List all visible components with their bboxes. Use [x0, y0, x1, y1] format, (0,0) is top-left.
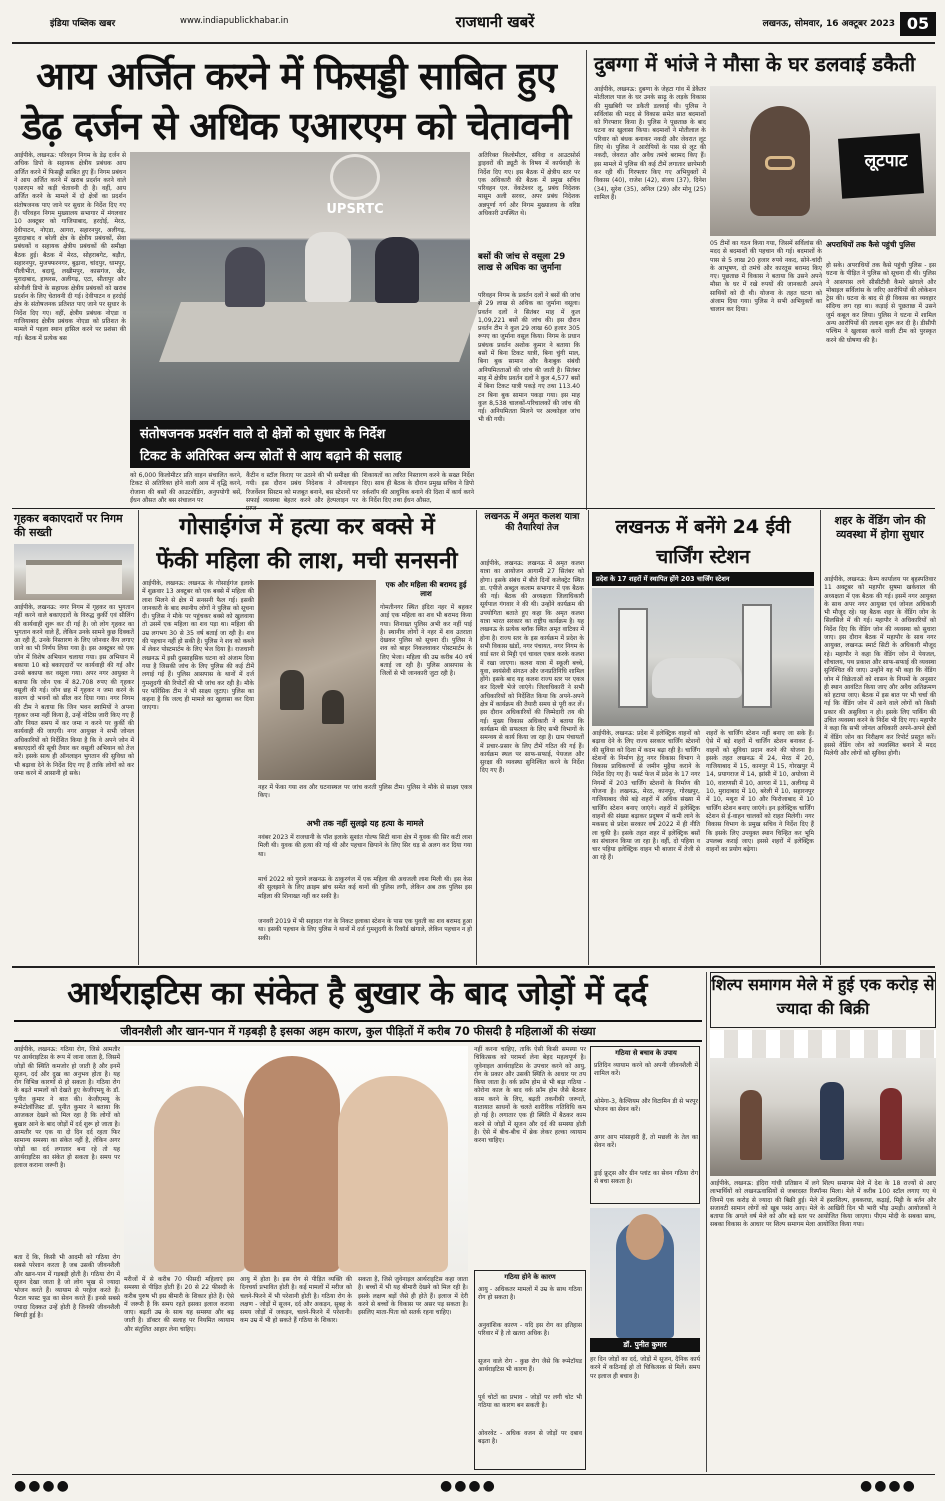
dubagga-headline: दुबग्गा में भांजे ने मौसा के घर डलवाई डकैती	[594, 52, 916, 76]
charger-unit	[618, 608, 648, 708]
loot-stamp-label: लूटपाट	[864, 151, 908, 171]
electric-car-shape	[652, 658, 742, 698]
lead-headline-2: डेढ़ दर्जन से अधिक एआरएम को चेतावनी	[21, 104, 571, 148]
gosaiganj-side-heading: एक और महिला की बरामद हुई लाश	[385, 580, 467, 598]
young-woman-figure	[244, 1056, 340, 1272]
footer-marks-center: ●●●●	[440, 1478, 497, 1494]
footer-rule	[12, 1474, 935, 1475]
arthritis-col4: आयु में होता है। इस रोग से पीड़ित व्यक्ति की दिनचर्या प्रभावित होती है। कई मामलों में मरीज को चलने-फिरने में भी परेशानी होती है। गठिया रोग के लक्षण - जोड़ों में सूजन, दर्द और अकड़न, सुबह के समय जोड़ों में जकड़न, चलने-फिरने में परेशानी। कम उम्र में भी हो सकते हैं गठिया के शिकार।	[240, 1276, 352, 1325]
ev-headline-1: लखनऊ में बनेंगे 24 ईवी	[615, 516, 791, 538]
lead-col1: आईपीके, लखनऊ: परिवहन निगम के डेढ़ दर्जन से अधिक डिपो के सहायक क्षेत्रीय प्रबंधक आय अर्जित करने में फिसड्डी साबित हुए हैं। निगम प्रबंधन ने आय अर्जित करने में खराब प्रदर्शन करने वाले एआरएम को कड़ी चेतावनी दी है। वहीं, आय अर्जित करने के मामले में दो क्षेत्रों का प्रदर्शन संतोषजनक पाए जाने पर सुधार के निर्देश दिए गए हैं। परिवहन निगम मुख्यालय सभागार में मंगलवार 10 अक्टूबर को गाजियाबाद, हरदोई, मेरठ, देवीपाटन, नोएडा, आगरा, सहारनपुर, अलीगढ़, मुरादाबाद व बरेली क्षेत्र के क्षेत्रीय प्रबंधकों, सेवा प्रबंधकों व सहायक क्षेत्रीय प्रबंधकों की समीक्षा बैठक हुई। बैठक में मेरठ, सोहराबगेट, बड़ौत, सहारनपुर, मुजफ्फरनगर, बुढ़ाना, चांदपुर, धामपुर, पीलीभीत, बदायूं, लखीमपुर, कासगंज, खैर, मुरादाबाद, हाथरस, अलीगढ़, एटा, सीतापुर और सोनौली डिपो के सहायक क्षेत्रीय प्रबंधकों को खराब प्रदर्शन के लिए चेतावनी दी गई। देवीपाटन व हरदोई क्षेत्र के संतोषजनक प्रतिशत पाए जाने पर सुधार के निर्देश दिए गए। वहीं, क्षेत्रीय प्रबंधक नोएडा व गाजियाबाद क्षेत्रीय प्रबंधक नोएडा को प्रतिशत के मामले में पहला स्थान हासिल करने पर प्रशंसा की गई। बैठक में प्रत्येक बस	[14, 152, 126, 342]
dubagga-subheading: अपराधियों तक कैसे पहुंची पुलिस	[826, 240, 916, 249]
causes-heading: गठिया होने के कारण	[504, 1273, 556, 1281]
visitor-figure	[740, 1090, 762, 1160]
page-number: 05	[900, 12, 936, 36]
unsolved-box-item-2: मार्च 2022 को पुराने लखनऊ के ठाकुरगंज में एक महिला की अधजली लाश मिली थी। इस केस की सुलझाने के लिए क्राइम ब्रांच समेत कई थानों की पुलिस लगी, लेकिन अब तक पुलिस इस महिला की शिनाख्त नहीं कर सकी है।	[258, 876, 472, 900]
gosaiganj-caption: नहर में फेंका गया शव और घटनास्थल पर जांच करती पुलिस टीम। पुलिस ने मौके से साक्ष्य एकत्र किए।	[258, 784, 472, 800]
lead-headline-1: आय अर्जित करने में फिसड्डी साबित हुए	[36, 54, 556, 98]
column-rule	[820, 510, 821, 965]
unsolved-box-item-3: जनवरी 2019 में भी सहादत गंज के निकट इलाका स्टेशन के पास एक युवती का शव बरामद हुआ था। इसकी पहचान के लिए पुलिस ने थानों में दर्ज गुमशुदगी के रिकॉर्ड खंगाले, लेकिन पहचान न हो सकी।	[258, 918, 472, 942]
column-rule	[138, 510, 139, 965]
prevention-tip: अगर आप मांसाहारी हैं, तो मछली के तेल का सेवन करें।	[594, 1134, 698, 1150]
prevention-heading: गठिया से बचाव के उपाय	[615, 1049, 677, 1057]
lead-col2: को 6,000 किलोमीटर प्रति वाहन संचालित करने, टिकट से अतिरिक्त होने वाली आय में वृद्धि करने, रोजाना की बसों की आउटशेडिंग, अनुपयोगी बसें, ईंधन औसत और बस संचालन पर	[130, 472, 242, 504]
cause-item: आयु - अधिकतर मामलों में उम्र के साथ गठिया रोग हो सकता है।	[478, 1286, 582, 1302]
prevention-tip: ओमेगा-3, कैल्शियम और विटामिन डी से भरपूर भोजन का सेवन करें।	[594, 1098, 698, 1114]
arthritis-headline: आर्थराइटिस का संकेत है बुखार के बाद जोड़ों में दर्द	[67, 974, 647, 1012]
footer-marks-left: ●●●●	[14, 1478, 71, 1494]
arthritis-col3: मरीजों में से करीब 70 फीसदी महिलाएं इस समस्या से पीड़ित होती हैं। 20 से 22 फीसदी के करीब पुरुष भी इस बीमारी के शिकार होते हैं। ऐसे में जरूरी है कि समय रहते इसका इलाज कराया जाए। बढ़ती उम्र के साथ यह समस्या और बढ़ जाती है। डॉक्टर की सलाह पर नियमित व्यायाम और संतुलित आहार लेना चाहिए।	[124, 1276, 234, 1333]
shilp-headline: शिल्प समागम मेले में हुई एक करोड़ से ज्यादा की बिक्री	[710, 972, 936, 1028]
kalash-headline: लखनऊ में अमृत कलश यात्रा की तैयारियां तेज	[484, 512, 580, 533]
dateline: लखनऊ, सोमवार, 16 अक्टूबर 2023	[762, 19, 895, 29]
grihkar-body: आईपीके, लखनऊ: नगर निगम में गृहकर का भुगतान नहीं करने वाले बकाएदारों के विरुद्ध कुर्की एवं सीलिंग की कार्यवाही शुरू कर दी गई है। जो लोग गृहकर का भुगतान करने वाले हैं, लेकिन उनके सामने कुछ दिक्कतें आ रही हैं, उनके निस्तारण के लिए जोनवार कैंप लगाए जाने का भी निर्णय लिया गया है। इस अक्टूबर को एक जोन में विशेष अभियान चलाया गया। इस अभियान में बकाया 10 बड़े बकाएदारों पर कार्यवाही की गई और उनसे बकाया कर वसूला गया। अपर नगर आयुक्त ने बताया कि जोन एक में 82.708 रुपए की गृहकर वसूली की गई। जोन छह में गृहकर न जमा करने के कारण दो भवनों को सील कर दिया गया। नगर निगम की टीम ने बताया कि जिन भवन स्वामियों ने अपना गृहकर जमा नहीं किया है, उन्हें नोटिस जारी किए गए हैं और नियत समय में कर जमा न करने पर कुर्की की कार्यवाही की जाएगी। नगर आयुक्त ने सभी जोनल अधिकारियों को निर्देशित किया है कि वे अपने जोन में बकाएदारों की सूची तैयार कर वसूली अभियान को तेज करें। इसके साथ ही ऑनलाइन भुगतान की सुविधा को भी बढ़ावा देने के निर्देश दिए गए हैं ताकि लोगों को कर जमा करने में आसानी हो सके।	[14, 604, 134, 777]
lead-col5b: परिवहन निगम के प्रवर्तन दलों ने बसों की जांच से 29 लाख से अधिक का जुर्माना वसूला। प्रवर्तन दलों ने सितंबर माह में कुल 1,09,221 बसों की जांच की। इस दौरान प्रवर्तन टीम ने कुल 29 लाख 60 हजार 305 रूपए का जुर्माना वसूल किया। निगम के प्रधान प्रबंधक प्रवर्तन अशोक कुमार ने बताया कि बसों में बिना टिकट यात्री, बिना चुंगी माल, बिना बुक सामान और कैशबुक संबंधी अनियमितताओं की जांच की जाती है। सितंबर माह में क्षेत्रीय प्रवर्तन दलों ने कुल 4,577 बसों में बिना टिकट यात्री पकड़े गए तथा 113.40 टन बिना बुक सामान पकड़ा गया। इस माह कुल 8,538 चालकों-परिचालकों की जांच की गई। अनियमितता मिलने पर अल्कोहल जांच भी की गयी।	[478, 292, 580, 424]
dubagga-col2: 05 टीमों का गठन किया गया, जिसमें सर्विलांस की मदद से बदमाशों की पहचान की गई। बदमाशों के पास से 5 लाख 20 हजार रुपये नकद, सोने-चांदी के आभूषण, दो तमंचे और कारतूस बरामद किए गए। पूछताछ में विकास ने बताया कि उसने अपने मौसा के घर में रखे रुपयों की जानकारी अपने साथियों को दी थी। योजना के तहत घटना को अंजाम दिया गया। पुलिस ने सभी अभियुक्तों का चालान कर दिया।	[710, 240, 822, 314]
lead-bullet-2: टिकट के अतिरिक्त अन्य स्रोतों से आय बढ़ाने की सलाह	[140, 449, 402, 464]
arthritis-col5: सकता है, जिसे जुवेनाइल आर्थराइटिस कहा जाता है। बच्चों में भी यह बीमारी देखने को मिल रही है। इसके लक्षण बड़ों जैसे ही होते हैं। इलाज में देरी करने से बच्चों के विकास पर असर पड़ सकता है। इसलिए माता-पिता को सतर्क रहना चाहिए।	[358, 1276, 468, 1317]
arthritis-subheadline: जीवनशैली और खान-पान में गड़बड़ी है इसका अहम कारण, कुल पीड़ितों में करीब 70 फीसदी है महिलाओं की संख्या	[14, 1020, 702, 1042]
gosaiganj-crime-photo	[258, 580, 376, 780]
upsrtc-wall-sign: UPSRTC	[326, 202, 384, 217]
arthritis-col1: आईपीके, लखनऊ: गठिया रोग, जिसे आमतौर पर आर्थराइटिस के रूप में जाना जाता है, जिसमें जोड़ों की स्थिति कमजोर हो जाती है और इनमें सूजन, दर्द और दुख का अनुभव होता है। यह रोग विभिन्न कारणों से हो सकता है। गठिया रोग के बढ़ते मामलों को देखते हुए केजीएमयू के डॉ. पुनीत कुमार ने बात की। केजीएमयू के रूमेटोलॉजिस्ट डॉ. पुनीत कुमार ने बताया कि आजकल देखने को मिल रहा है कि लोगों को बुखार आने के बाद जोड़ों में दर्द शुरू हो जाता है। आमतौर पर एक या दो दिन दर्द रहता फिर सामान्य समस्या का संकेत नहीं है, लेकिन अगर जोड़ों का दर्द लगातार बना रहे तो यह आर्थराइटिस का संकेत हो सकता है। समय पर इलाज कराना जरूरी है।	[14, 1046, 120, 1170]
conference-table-shape	[159, 302, 481, 362]
kalash-body: आईपीके, लखनऊ: लखनऊ में अमृत कलश यात्रा का आयोजन आगामी 27 सितंबर को होगा। इसके संबंध में बीते दिनों कलेक्ट्रेट स्थित डा. एपीजे अब्दुल कलाम सभागार में एक बैठक की गई। बैठक की अध्यक्षता जिलाधिकारी सूर्यपाल गंगवार ने की थी। उन्होंने कार्यक्रम की उपयोगिता बताते हुए कहा कि अमृत कलश यात्रा भारत सरकार का राष्ट्रीय कार्यक्रम है। यह लखनऊ के प्रत्येक ब्लॉक स्थित अमृत वाटिका में होना है। राज्य स्तर के इस कार्यक्रम में प्रदेश के सभी विकास खंडों, नगर पंचायत, नगर निगम के वार्ड स्तर से मिट्टी एवं चावल एकत्र करके कलश में रखा जाएगा। कलश यात्रा में स्कूली बच्चे, युवा, स्वयंसेवी संगठन और जनप्रतिनिधि शामिल होंगे। इसके बाद यह कलश राज्य स्तर पर एकत्र कर दिल्ली भेजे जाएंगे। जिलाधिकारी ने सभी अधिकारियों को निर्देशित किया कि अपने-अपने क्षेत्र में कार्यक्रम की तैयारी समय से पूरी कर लें। इस दौरान अधिकारियों की जिम्मेदारी तय की गई। मुख्य विकास अधिकारी ने बताया कि कार्यक्रम की सफलता के लिए सभी विभागों के समन्वय से कार्य किया जा रहा है। ग्राम पंचायतों में प्रचार-प्रसार के लिए टीमें गठित की गई हैं। कार्यक्रम स्थल पर साफ-सफाई, पेयजल और सुरक्षा की व्यवस्था सुनिश्चित करने के निर्देश दिए गए हैं।	[480, 560, 584, 775]
section-name: राजधानी खबरें	[455, 13, 535, 31]
cause-item: सूजन वाले रोग - कुछ रोग जैसे कि रूमेटॉयड आर्थराइटिस भी कारण हैं।	[478, 1358, 582, 1374]
official-figure	[225, 247, 265, 307]
ev-photo-caption: प्रदेश के 17 शहरों में स्थापित होंगे 203 चार्जिंग स्टेशन	[596, 575, 730, 583]
unsolved-box-item-1: नवंबर 2023 में राजधानी के पॉश इलाके सुशांत गोल्फ सिटी थाना क्षेत्र में युवक की सिर कटी लाश मिली थी। युवक की हत्या की गई थी और पहचान छिपाने के लिए सिर धड़ से अलग कर दिया गया था।	[258, 834, 472, 858]
column-rule	[588, 510, 589, 965]
cause-item: ओवरवेट - अधिक वजन से जोड़ों पर दबाव बढ़ता है।	[478, 1430, 582, 1446]
elderly-woman-figure	[154, 1086, 246, 1272]
visitor-figure	[820, 1082, 844, 1160]
section-rule	[12, 508, 935, 509]
arthritis-col2: बता दें कि, किसी भी आदमी को गठिया रोग सबसे परेशान करता है जब उसकी जीवनशैली और खान-पान में गड़बड़ी होती है। गठिया रोग में सूजन देखा जाता है जो लोग भूख से ज्यादा भोजन करते हैं। व्यायाम से परहेज करते हैं। फैटल फास्ट फूड का सेवन करते हैं। इनसे सबसे ज्यादा दिक्कत उन्हें होती है जिनकी जीवनशैली बिगड़ी हुई है।	[14, 1254, 120, 1320]
grihkar-building-photo	[14, 544, 134, 600]
cause-item: अनुवांशिक कारण - यदि इस रोग का इतिहास परिवार में है तो खतरा अधिक है।	[478, 1322, 582, 1338]
doctor-quote: हर दिन जोड़ों का दर्द, जोड़ों में सूजन, दैनिक कार्य करने में कठिनाई हो तो चिकित्सक से मिलें। समय पर इलाज ही बचाव है।	[590, 1356, 700, 1380]
gosaiganj-col1: आईपीके, लखनऊ: लखनऊ के गोसाईगंज इलाके में शुक्रवार 13 अक्टूबर को एक बक्से में महिला की लाश मिलने से क्षेत्र में सनसनी फैल गई। इसकी जानकारी के बाद स्थानीय लोगों ने पुलिस को सूचना दी। पुलिस ने मौके पर पहुंचकर बक्से को खुलवाया तो उसमें एक महिला का शव पड़ा था। महिला की उम्र लगभग 30 से 35 वर्ष बताई जा रही है। शव की पहचान नहीं हो सकी है। पुलिस ने शव को कब्जे में लेकर पोस्टमार्टम के लिए भेज दिया है। राजधानी लखनऊ में इसी दुस्साहसिक घटना को अंजाम दिया गया है जिसकी जांच के लिए पुलिस की कई टीमें लगाई गई हैं। पुलिस आसपास के थानों में दर्ज गुमशुदगी की रिपोर्टों की भी जांच कर रही है। मौके पर फॉरेंसिक टीम ने भी साक्ष्य जुटाए। पुलिस का कहना है कि जल्द ही मामले का खुलासा कर दिया जाएगा।	[142, 580, 254, 712]
lead-bullet-1: संतोषजनक प्रदर्शन वाले दो क्षेत्रों को सुधार के निर्देश	[140, 427, 386, 442]
website: www.indiapublickhabar.in	[180, 16, 289, 26]
arthritis-col6: नहीं करना चाहिए, ताकि ऐसी किसी समस्या पर चिकित्सक को परामर्श लेना बेहद महत्वपूर्ण है। जुवेनाइल आर्थराइटिस के उपचार करने को आयु, रोग के प्रकार और उसकी स्थिति के आधार पर तय किया जाता है। वर्क फ्रॉम होम से भी बढ़ा गठिया - कोरोना काल के बाद वर्क फ्रॉम होम जैसे बैठकर काम करने के लिए, बढ़ती तकनीकी जरूरतें, यातायात साधनों के चलते शारीरिक गतिविधि कम हो गई है। लगातार एक ही स्थिति में बैठकर काम करने से जोड़ों में सूजन और दर्द की समस्या होती है। ऐसे में बीच-बीच में ब्रेक लेकर हल्का व्यायाम करना चाहिए।	[474, 1046, 586, 1145]
rope-shape	[765, 156, 795, 170]
logo-emblem-icon	[330, 154, 380, 200]
vending-body: आईपीके, लखनऊ: कैम्प कार्यालय पर बृहस्पतिवार 11 अक्टूबर को महापौर सुषमा खर्कवाल की अध्यक्षता में एक बैठक की गई। इसमें नगर आयुक्त के साथ अपर नगर आयुक्त एवं जोनल अधिकारी भी मौजूद रहे। यह बैठक शहर के वेंडिंग जोन के सिलसिले में की गई। महापौर ने अधिकारियों को निर्देश दिए कि वेंडिंग जोन की व्यवस्था को सुधारा जाए। इस दौरान बैठक में महापौर के साथ नगर आयुक्त, लखनऊ स्मार्ट सिटी के अधिकारी मौजूद रहे। महापौर ने कहा कि वेंडिंग जोन में पेयजल, शौचालय, पथ प्रकाश और साफ-सफाई की व्यवस्था सुनिश्चित की जाए। उन्होंने यह भी कहा कि वेंडिंग जोन में विक्रेताओं को शासन के नियमों के अनुसार ही स्थान आवंटित किया जाए और अवैध अतिक्रमण को हटाया जाए। बैठक में इस बात पर भी चर्चा की गई कि वेंडिंग जोन में आने वाले लोगों को किसी प्रकार की असुविधा न हो। इसके लिए पार्किंग की उचित व्यवस्था करने के निर्देश भी दिए गए। महापौर ने कहा कि सभी जोनल अधिकारी अपने-अपने क्षेत्रों में वेंडिंग जोन का निरीक्षण कर रिपोर्ट प्रस्तुत करें। इससे वेंडिंग जोन को व्यवस्थित बनाने में मदद मिलेगी और लोगों को सुविधा होगी।	[824, 576, 936, 758]
ev-col2: शहरों के चार्जिंग स्टेशन नहीं बनाए जा सके हैं। ऐसे में बड़े शहरों में चार्जिंग स्टेशन बनाकर ई-वाहनों को सुविधा प्रदान करने की योजना है। इसके तहत लखनऊ में 24, मेरठ में 20, गाजियाबाद में 15, कानपुर में 15, गोरखपुर में 14, प्रयागराज में 14, झांसी में 10, अयोध्या में 10, वाराणसी में 10, आगरा में 11, अलीगढ़ में 10, मुरादाबाद में 10, बरेली में 10, सहारनपुर में 10, मथुरा में 10 और फिरोजाबाद में 10 चार्जिंग स्टेशन बनाए जाएंगे। इन इलेक्ट्रिक चार्जिंग स्टेशन से ई-वाहन चालकों को राहत मिलेगी। नगर विकास विभाग के प्रमुख सचिव ने निर्देश दिए हैं कि इसके लिए उपयुक्त स्थान चिन्हित कर भूमि उपलब्ध कराई जाए। इससे शहरों में इलेक्ट्रिक वाहनों का प्रयोग बढ़ेगा।	[706, 730, 814, 854]
dubagga-col3: हो सके। अपराधियों तक कैसे पहुंची पुलिस - इस घटना के पीड़ित ने पुलिस को सूचना दी थी। पुलिस ने आसपास लगे सीसीटीवी कैमरे खंगाले और मोबाइल सर्विलांस के जरिए आरोपियों की लोकेशन ट्रेस की। घटना के बाद से ही विकास का व्यवहार संदिग्ध लग रहा था। कड़ाई से पूछताछ में उसने जुर्म कबूल कर लिया। पुलिस ने घटना में शामिल अन्य आरोपियों की तलाश शुरू कर दी है। डीसीपी पश्चिम ने खुलासा करने वाली टीम को पुरस्कृत करने की घोषणा की है।	[826, 262, 936, 344]
vending-headline: शहर के वेंडिंग जोन की व्यवस्था में होगा सुधार	[834, 514, 926, 541]
lead-col3: कैंटीन व स्टॉल किराए पर उठाने की भी समीक्षा की गयी। इस दौरान प्रबंध निदेशक ने ऑनलाइन रिजर्वेशन सिस्टम को मजबूत बनाने, बस स्टेशनों पर सफाई व्यवस्था बेहतर करने और हेल्पलाइन पर	[246, 472, 358, 504]
dubagga-robbery-photo	[710, 86, 936, 236]
masthead-rule	[12, 42, 935, 44]
lead-meeting-photo	[130, 152, 470, 420]
prevention-tip: प्रतिदिन व्यायाम करने को अपनी जीवनशैली में शामिल करें।	[594, 1062, 698, 1078]
shilp-body: आईपीके, लखनऊ: इंदिरा गांधी प्रतिष्ठान में लगे शिल्प समागम मेले में देश के 18 राज्यों से आए लाभार्थियों को लखनऊवासियों से जबरदस्त रिस्पॉन्स मिला। मेले में करीब 100 स्टॉल लगाए गए थे जिनमें एक करोड़ से ज्यादा की बिक्री हुई। मेले में हस्तशिल्प, हथकरघा, कढ़ाई, मिट्टी के बर्तन और सजावटी सामान लोगों को खूब पसंद आए। मेले के आखिरी दिन भी भारी भीड़ उमड़ी। आयोजकों ने बताया कि अगले वर्ष मेले को और बड़े स्तर पर आयोजित किया जाएगा। पीएम मोदी के सबका साथ, सबका विकास के आधार पर शिल्प समागम मेला आयोजित किया गया।	[710, 1180, 936, 1229]
ev-col1: आईपीके, लखनऊ: प्रदेश में इलेक्ट्रिक वाहनों को बढ़ावा देने के लिए राज्य सरकार चार्जिंग स्टेशनों की सुविधा को दिशा में कदम बढ़ा रही है। चार्जिंग स्टेशनों के निर्माण हेतु नगर विकास विभाग ने विकास प्राधिकरणों से जमीन मुहैया कराने के निर्देश दिए गए हैं। फर्स्ट फेज में प्रदेश के 17 नगर निगमों में 203 चार्जिंग स्टेशनों के निर्माण की योजना है। लखनऊ, मेरठ, कानपुर, गोरखपुर, गाजियाबाद जैसे बड़े शहरों में अधिक संख्या में चार्जिंग स्टेशन बनाए जाएंगे। शहरों में इलेक्ट्रिक वाहनों की संख्या बढ़ाकर प्रदूषण में कमी लाने के मकसद से प्रदेश सरकार वर्ष 2022 में ही नीति ला चुकी है। इसके तहत शहर में इलेक्ट्रिक बसों का संचालन किया जा रहा है। वहीं, दो पहिया व चार पहिया इलेक्ट्रिक वाहन भी बाजार में तेजी से आ रहे हैं।	[592, 730, 700, 862]
doctor-caption: डॉ. पुनीत कुमार	[590, 1338, 700, 1352]
unsolved-box-heading: अभी तक नहीं सुलझे यह हत्या के मामले	[306, 819, 424, 828]
prevention-tip: ड्राई फ्रूट्स और ग्रीन प्लांट का सेवन गठिया रोग से बचा सकता है।	[594, 1170, 698, 1186]
ev-headline-2: चार्जिंग स्टेशन	[656, 546, 750, 568]
ev-charging-photo	[592, 588, 814, 726]
lead-col4: शिकायतों का त्वरित निस्तारण करने के सख्त निर्देश दिए। साथ ही बैठक के दौरान प्रमुख सचिव ने डिपो वर्कशॉप की आधुनिक बनाने की दिशा में कार्य करने के निर्देश दिए तथा ईंधन औसत,	[362, 472, 474, 504]
column-rule	[706, 972, 707, 1472]
police-figure	[280, 670, 304, 710]
shilp-fair-photo	[710, 1030, 936, 1176]
lead-col5: अतिरिक्त किलोमीटर, संविदा व आउटसोर्स ड्राइवरों की ड्यूटी के विषय में कार्यवाही के निर्देश दिए गए। इस बैठक में क्षेत्रीय स्तर पर एक अधिकारी की बैठक में प्रमुख सचिव परिवहन एल. वेंकटेश्वर लू, प्रबंध निदेशक मासूम अली सरवर, अपर प्रबंध निदेशक अन्नपूर्णा गर्ग और निगम मुख्यालय के वरिष्ठ अधिकारी उपस्थित थे।	[478, 152, 580, 218]
column-rule	[586, 50, 587, 510]
doctor-face	[626, 1214, 664, 1260]
footer-marks-right: ●●●●	[860, 1478, 917, 1494]
visitor-figure	[880, 1088, 902, 1160]
building-shape	[26, 560, 122, 594]
official-figure	[375, 237, 419, 303]
grihkar-headline: गृहकर बकाएदारों पर निगम की सख्ती	[14, 512, 123, 539]
gosaiganj-side-body: गोमतीनगर स्थित इंदिरा नहर में बहकर आई एक महिला का शव भी बरामद किया गया। शिनाख्त पुलिस अभी कर नहीं पाई है। स्थानीय लोगों ने नहर में शव उतराता देखकर पुलिस को सूचना दी। पुलिस ने शव को बाहर निकलवाकर पोस्टमार्टम के लिए भेजा। महिला की उम्र करीब 40 वर्ष बताई जा रही है। पुलिस आसपास के जिलों से भी जानकारी जुटा रही है।	[380, 604, 472, 678]
section-rule	[12, 966, 935, 968]
gosaiganj-headline-1: गोसाईगंज में हत्या कर बक्से में	[179, 514, 435, 540]
dubagga-col1: आईपीके, लखनऊ: दुबग्गा के जेहटा गांव में डेकैतर मोतीलाल पाल के घर उनके साढ़ू के लड़के विकास की मुखबिरी पर डकैती डलवाई थी। पुलिस ने सर्विलांस की मदद से विकास समेत सात बदमाशों को गिरफ्तार किया है। पुलिस ने पूछताछ के बाद घटना का खुलासा किया। बदमाशों ने मोतीलाल के परिवार को बंधक बनाकर नकदी और जेवरात लूट लिए थे। पुलिस ने आरोपियों के पास से लूट की नकदी, जेवरात और अवैध तमंचे बरामद किए हैं। इस मामले में पुलिस की कई टीमें लगातार छापेमारी कर रही थीं। गिरफ्तार किए गए अभियुक्तों में विकास (40), राजेश (42), संजय (37), दिनेश (34), सुरेश (35), अनिल (29) और मोनू (25) शामिल हैं।	[594, 86, 706, 201]
paper-name: इंडिया पब्लिक खबर	[50, 19, 116, 29]
masthead-bar	[0, 0, 945, 44]
lead-subheading: बसों की जांच से वसूला 29 लाख से अधिक का जुर्माना	[478, 252, 566, 273]
official-figure	[305, 232, 351, 302]
arthritis-family-photo	[124, 1046, 468, 1272]
doctor-photo	[590, 1208, 700, 1338]
canopy-shape	[710, 1030, 936, 1058]
gosaiganj-headline-2: फेंकी महिला की लाश, मची सनसनी	[156, 548, 458, 574]
charger-unit	[742, 604, 772, 708]
column-rule	[476, 510, 477, 965]
police-figure	[322, 690, 344, 724]
elderly-man-figure	[338, 1076, 448, 1272]
cause-item: पूर्व चोटों का प्रभाव - जोड़ों पर लगी चोट भी गठिया का कारण बन सकती है।	[478, 1394, 582, 1410]
